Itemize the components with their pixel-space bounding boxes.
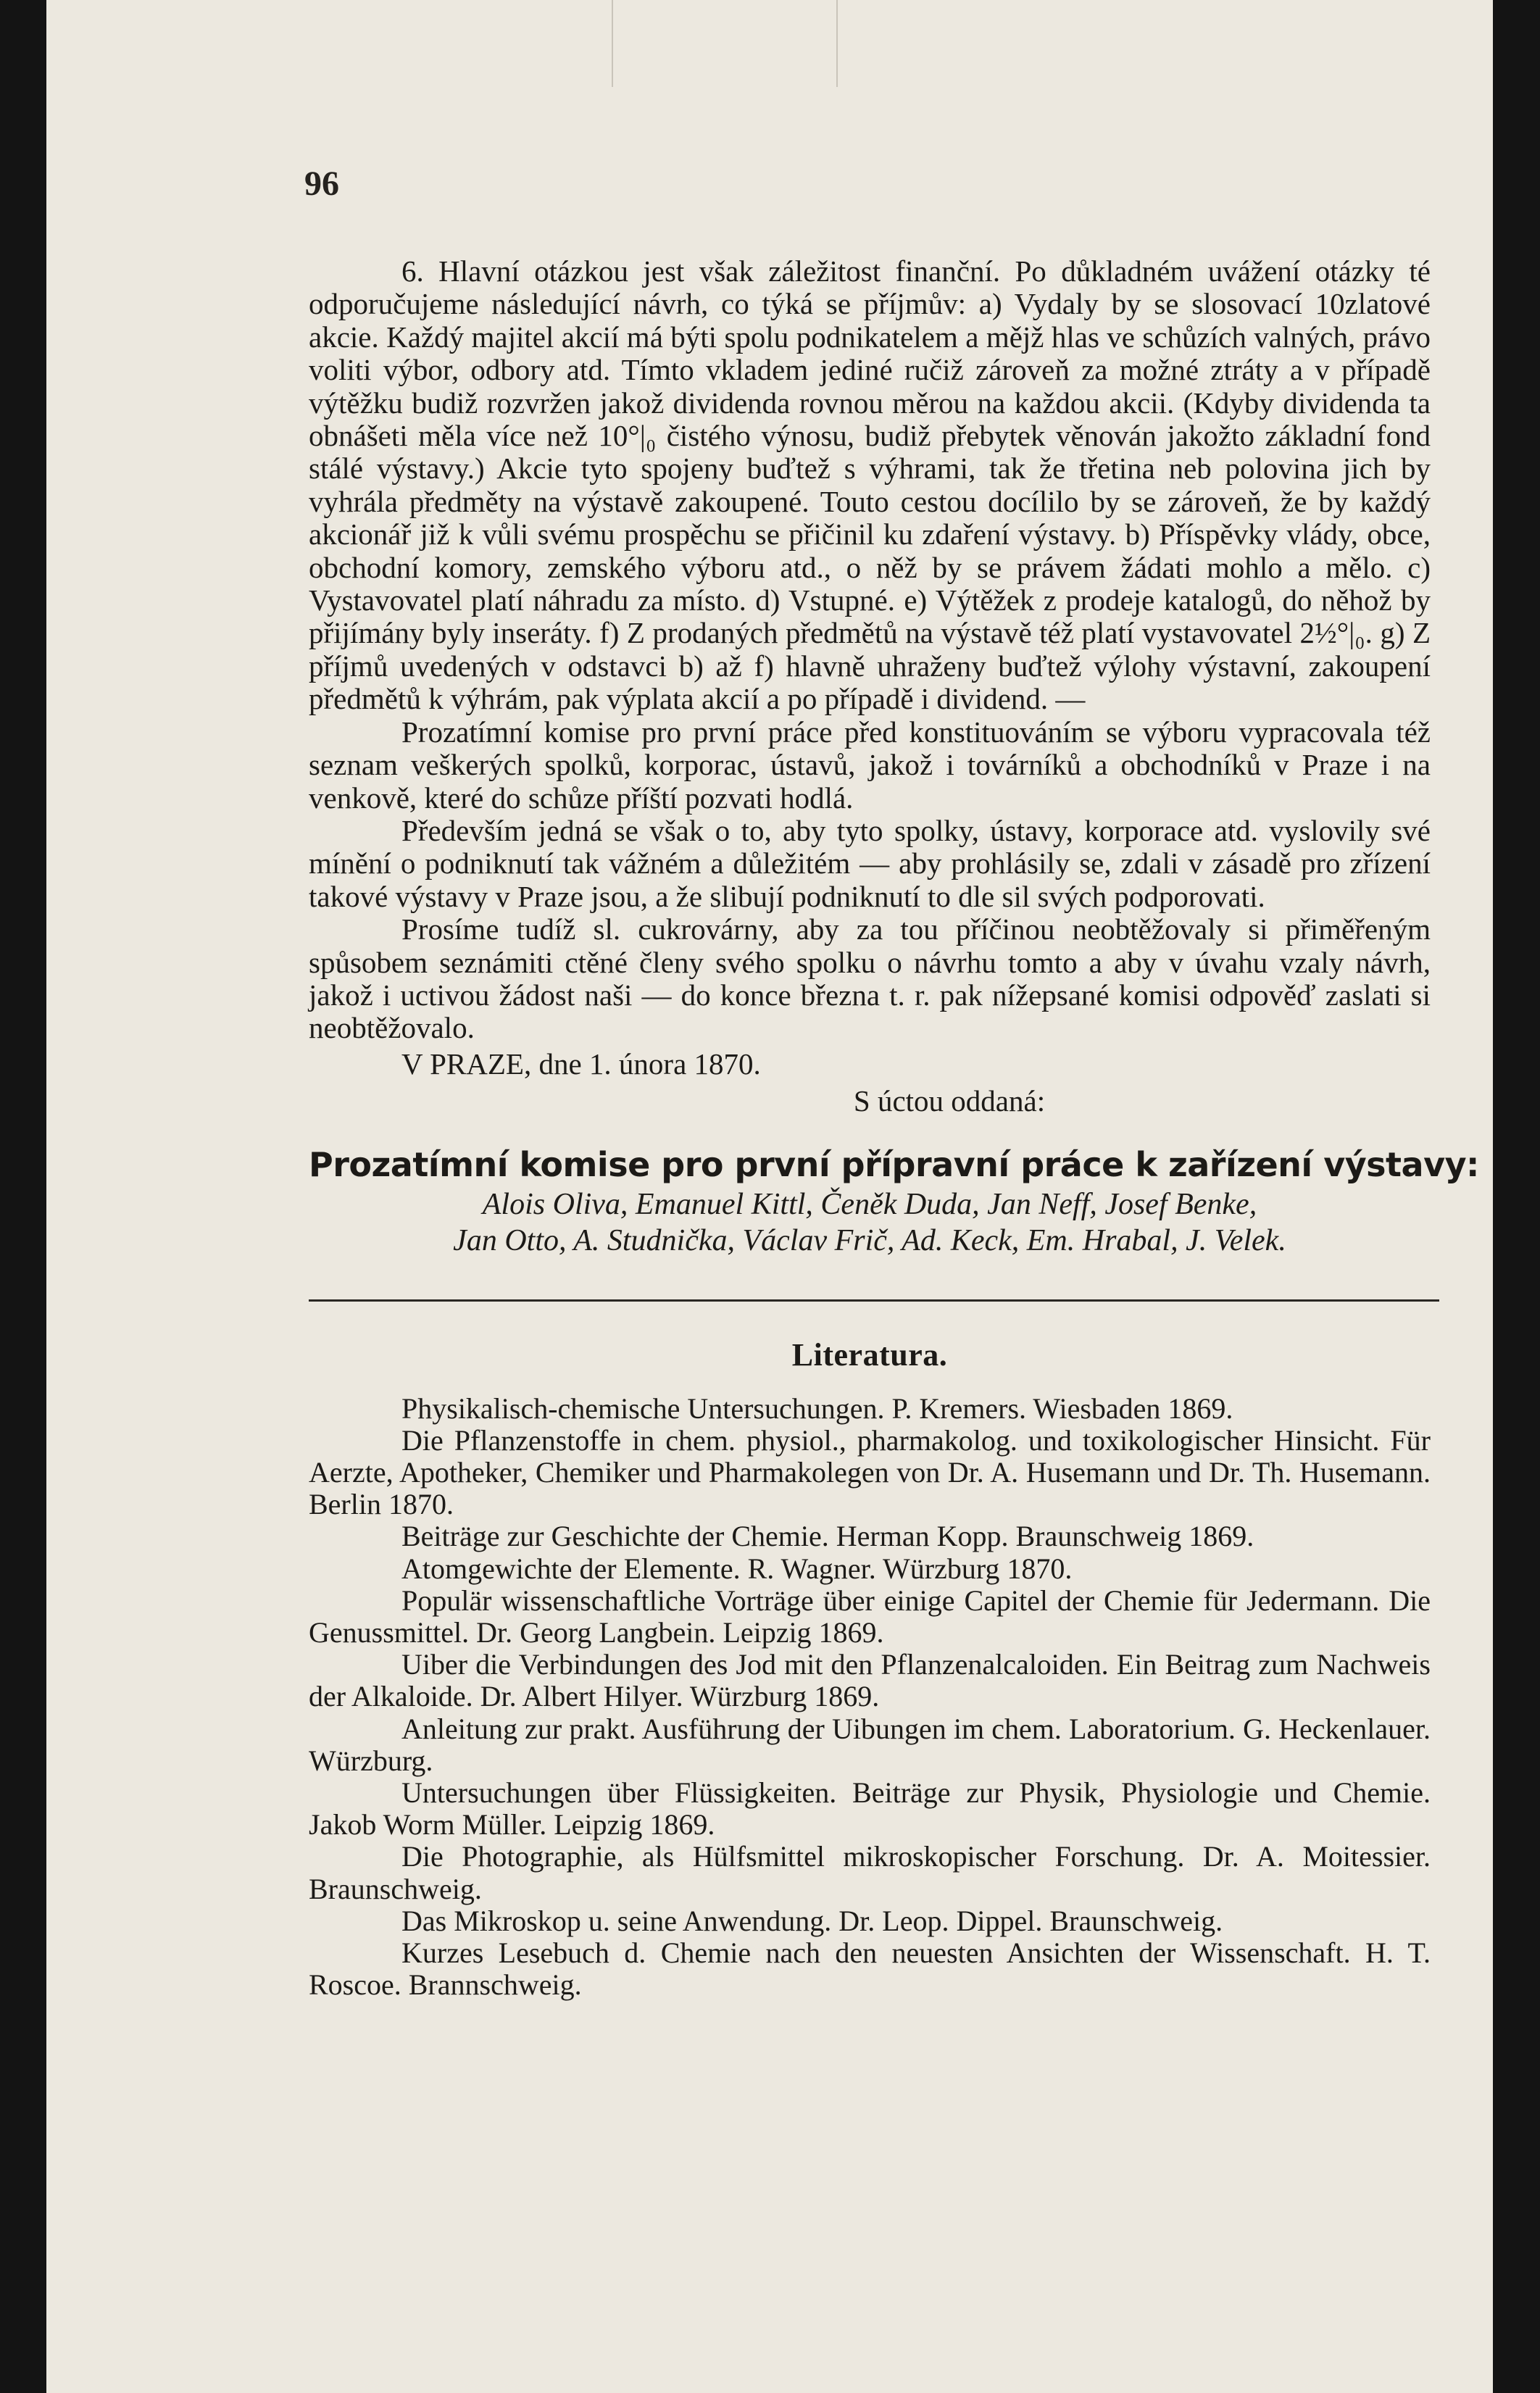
date-line: V PRAZE, dne 1. února 1870. xyxy=(401,1046,761,1081)
committee-members-line-2: Jan Otto, A. Studnička, Václav Frič, Ad. Keck, Em. Hrabal, J. Velek. xyxy=(453,1223,1286,1257)
paragraph-opinion-request: Především jedná se však o to, aby tyto spolky, ústavy, korporace atd. vyslovily své mínění o podniknutí tak vážném a důležitém — aby prohlásily se, zdali v zásadě pro zřízení takové výstavy v Praze jsou, a že slibují podniknutí to dle sil svých podporovati. xyxy=(309,813,1431,913)
literature-entry: Uiber die Verbindungen des Jod mit den Pflanzenalcaloiden. Ein Beitrag zum Nachweis der Alkaloide. Dr. Albert Hilyer. Würzburg 1869. xyxy=(309,1648,1431,1713)
literature-entry: Das Mikroskop u. seine Anwendung. Dr. Leop. Dippel. Braunschweig. xyxy=(401,1904,1223,1937)
paragraph-finance: 6. Hlavní otázkou jest však záležitost finanční. Po důkladném uvážení otázky té odporučujeme následující návrh, co týká se příjmův: a) Vydaly by se slosovací 10zlatové akcie. Každý majitel akcií má býti spolu podnikatelem a mějž hlas ve schůzích valných, právo voliti výbor, odbory atd. Tímto vkladem jediné ručiž zároveň za možné ztráty a v případě výtěžku budiž rozvržen jakož dividenda rovnou měrou na každou akcii. (Kdyby dividenda ta obnášeti měla více než 10°|₀ čistého výnosu, budiž přebytek věnován jakožto základní fond stálé výstavy.) Akcie tyto spojeny buďtež s výhrami, tak že třetina neb polovina jich by vyhrála předměty na výstavě zakoupené. Touto cestou docílilo by se zároveň, že by každý akcionář již k vůli svému prospěchu se přičinil ku zdaření výstavy. b) Příspěvky vlády, obce, obchodní komory, zemského výboru atd., o něž by se právem žádati mohlo a mělo. c) Vystavovatel platí náhradu za místo. d) Vstupné. e) Výtěžek z prodeje katalogů, do něhož by přijímány byly inseráty. f) Z prodaných předmětů na výstavě též platí vystavovatel 2½°|₀. g) Z příjmů uvedených v odstavci b) až f) hlavně uhraženy buďtež výlohy výstavní, zakoupení předmětů k výhrám, pak výplata akcií a po případě i dividend. — xyxy=(309,254,1431,716)
scan-artifact xyxy=(836,0,838,87)
salutation: S úctou oddaná: xyxy=(853,1084,1046,1118)
page-number: 96 xyxy=(304,165,339,203)
literature-entry: Beiträge zur Geschichte der Chemie. Herman Kopp. Braunschweig 1869. xyxy=(401,1520,1254,1553)
section-divider xyxy=(309,1299,1439,1302)
page-body xyxy=(309,254,1479,2002)
section-title: Literatura. xyxy=(791,1336,948,1373)
literature-entry: Kurzes Lesebuch d. Chemie nach den neuesten Ansichten der Wissenschaft. H. T. Roscoe. Brannschweig. xyxy=(309,1936,1431,2002)
committee-title: Prozatímní komise pro první přípravní práce k zařízení výstavy: xyxy=(309,1144,1479,1184)
literature-entry: Anleitung zur prakt. Ausführung der Uibungen im chem. Laboratorium. G. Heckenlauer. Würzburg. xyxy=(309,1712,1431,1777)
scan-artifact xyxy=(612,0,613,87)
literature-entry: Die Pflanzenstoffe in chem. physiol., pharmakolog. und toxikologischer Hinsicht. Für Aerzte, Apotheker, Chemiker und Pharmakolegen von Dr. A. Husemann und Dr. Th. Husemann. Berlin 1870. xyxy=(309,1423,1431,1521)
literature-entry: Untersuchungen über Flüssigkeiten. Beiträge zur Physik, Physiologie und Chemie. Jakob Worm Müller. Leipzig 1869. xyxy=(309,1776,1431,1841)
literature-entry: Atomgewichte der Elemente. R. Wagner. Würzburg 1870. xyxy=(401,1552,1073,1585)
literature-entry: Die Photographie, als Hülfsmittel mikroskopischer Forschung. Dr. A. Moitessier. Braunschweig. xyxy=(309,1840,1431,1905)
paragraph-list-of-societies: Prozatímní komise pro první práce před konstituováním se výboru vypracovala též seznam veškerých spolků, korporac, ústavů, jakož i továrníků a obchodníků v Praze i na venkově, které do schůze příští pozvati hodlá. xyxy=(309,715,1431,815)
paragraph-appeal: Prosíme tudíž sl. cukrovárny, aby za tou příčinou neobtěžovaly si přiměřeným spůsobem seznámiti ctěné členy svého spolku o návrhu tomto a aby v úvahu vzaly návrh, jakož i uctivou žádost naši — do konce března t. r. pak nížepsané komisi odpověď zaslati si neobtěžovalo. xyxy=(309,912,1431,1045)
committee-members-line-1: Alois Oliva, Emanuel Kittl, Čeněk Duda, Jan Neff, Josef Benke, xyxy=(482,1187,1257,1221)
scanned-page xyxy=(46,0,1493,2393)
literature-entry: Populär wissenschaftliche Vorträge über einige Capitel der Chemie für Jedermann. Die Genussmittel. Dr. Georg Langbein. Leipzig 1869. xyxy=(309,1583,1431,1649)
literature-entry: Physikalisch-chemische Untersuchungen. P. Kremers. Wiesbaden 1869. xyxy=(401,1391,1233,1425)
literature-list xyxy=(309,1393,1431,2002)
